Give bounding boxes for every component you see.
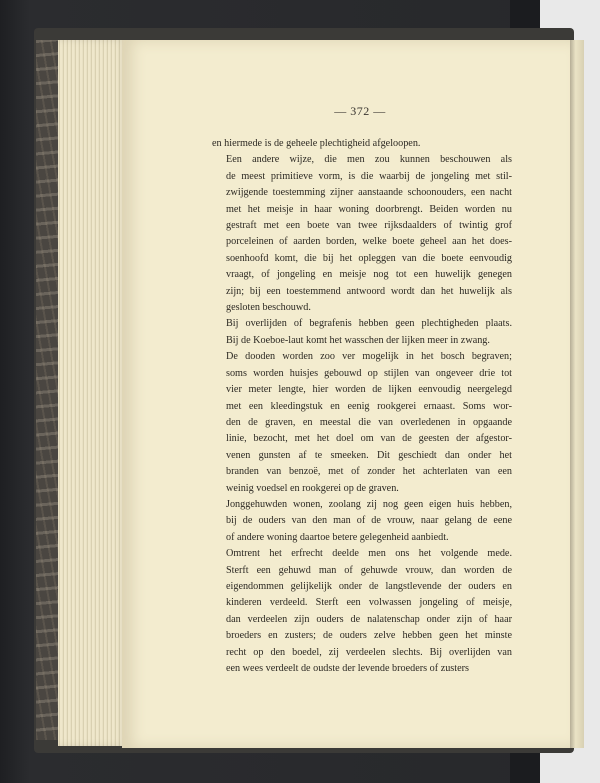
text-line: Een andere wijze, die men zou kunnen beschouwen als — [226, 154, 512, 166]
text-line: linie, bezocht, met het doel om van de geesten der afgestor- — [226, 433, 512, 445]
text-line: Sterft een gehuwd man of gehuwde vrouw, dan worden de — [226, 564, 512, 576]
text-line: soenhoofd komt, die bij het opleggen van die boete eenvoudig — [226, 252, 512, 264]
text-line: recht op den boedel, zij verdeelen slechts. Bij overlijden van — [226, 646, 512, 658]
text-line: zwijgende toestemming zijner aanstaande schoonouders, een nacht — [226, 187, 512, 199]
paragraph — [212, 152, 512, 316]
text-line: zijn; bij een toestemmend antwoord wordt dan het huwelijk als — [226, 285, 512, 297]
page-number: — 372 — — [334, 104, 386, 118]
text-line: vier meter lengte, hier worden de lijken eenvoudig neergelegd — [226, 384, 512, 396]
page-edges — [58, 40, 128, 746]
body-text — [212, 136, 512, 677]
text-line: vraagt, of jongeling en meisje nog tot een huwelijk genegen — [226, 269, 512, 281]
text-line: gesloten beschouwd. — [226, 302, 311, 314]
text-line: dan verdeelen zijn ouders de nalatenschap onder zijn of haar — [226, 613, 512, 625]
text-line: Bij de Koeboe-laut komt het wasschen der lijken meer in zwang. — [226, 334, 490, 346]
paragraph — [212, 546, 512, 677]
text-line: gestraft met een boete van twee rijksdaalders of twintig grof — [226, 220, 512, 232]
text-line: een wees verdeelt de oudste der levende broeders of zusters — [226, 663, 469, 674]
paragraph — [212, 136, 512, 152]
paragraph — [212, 349, 512, 497]
text-line: Omtrent het erfrecht deelde men ons het volgende mede. — [226, 548, 512, 560]
paragraph — [212, 497, 512, 546]
text-line: Bij overlijden of begrafenis hebben geen plechtigheden plaats. — [226, 318, 512, 330]
text-line: en hiermede is de geheele plechtigheid afgeloopen. — [212, 138, 421, 149]
text-line: den de graven, en meestal die van overledenen in opgaande — [226, 416, 512, 428]
text-line: of andere woning daartoe betere gelegenheid aanbiedt. — [226, 531, 449, 543]
text-line: De dooden worden zoo ver mogelijk in het bosch begraven; — [226, 351, 512, 363]
marbled-binding — [36, 40, 58, 740]
text-line: Jonggehuwden wonen, zoolang zij nog geen eigen huis hebben, — [226, 498, 512, 510]
text-line: branden van benzoë, met of zonder het achterlaten van een — [226, 466, 512, 478]
text-line: venen gunsten af te smeeken. Dit geschiedt dan onder het — [226, 449, 512, 461]
text-line: de meest primitieve vorm, is die waarbij de jongeling met stil- — [226, 170, 512, 182]
text-line: weinig voedsel en rookgerei op de graven. — [226, 482, 399, 494]
text-line: kinderen verdeeld. Sterft een volwassen jongeling of meisje, — [226, 597, 512, 609]
facing-page-edge — [570, 40, 584, 748]
text-line: bij de ouders van den man of de vrouw, naar gelang de eene — [226, 515, 512, 527]
text-line: met het meisje in haar woning doorbrengt. Beiden worden nu — [226, 203, 512, 215]
text-line: soms worden huisjes gebouwd op stijlen van ongeveer drie tot — [226, 367, 512, 379]
text-line: porceleinen of aarden borden, welke boete geheel aan het does- — [226, 236, 512, 248]
text-line: met een kleedingstuk en eenig rookgerei ernaast. Soms wor- — [226, 400, 512, 412]
paragraph — [212, 316, 512, 349]
text-line: broeders en zusters; de ouders zelve hebben geen het minste — [226, 630, 512, 642]
text-line: eigendommen gelijkelijk onder de langstlevende der ouders en — [226, 580, 512, 592]
